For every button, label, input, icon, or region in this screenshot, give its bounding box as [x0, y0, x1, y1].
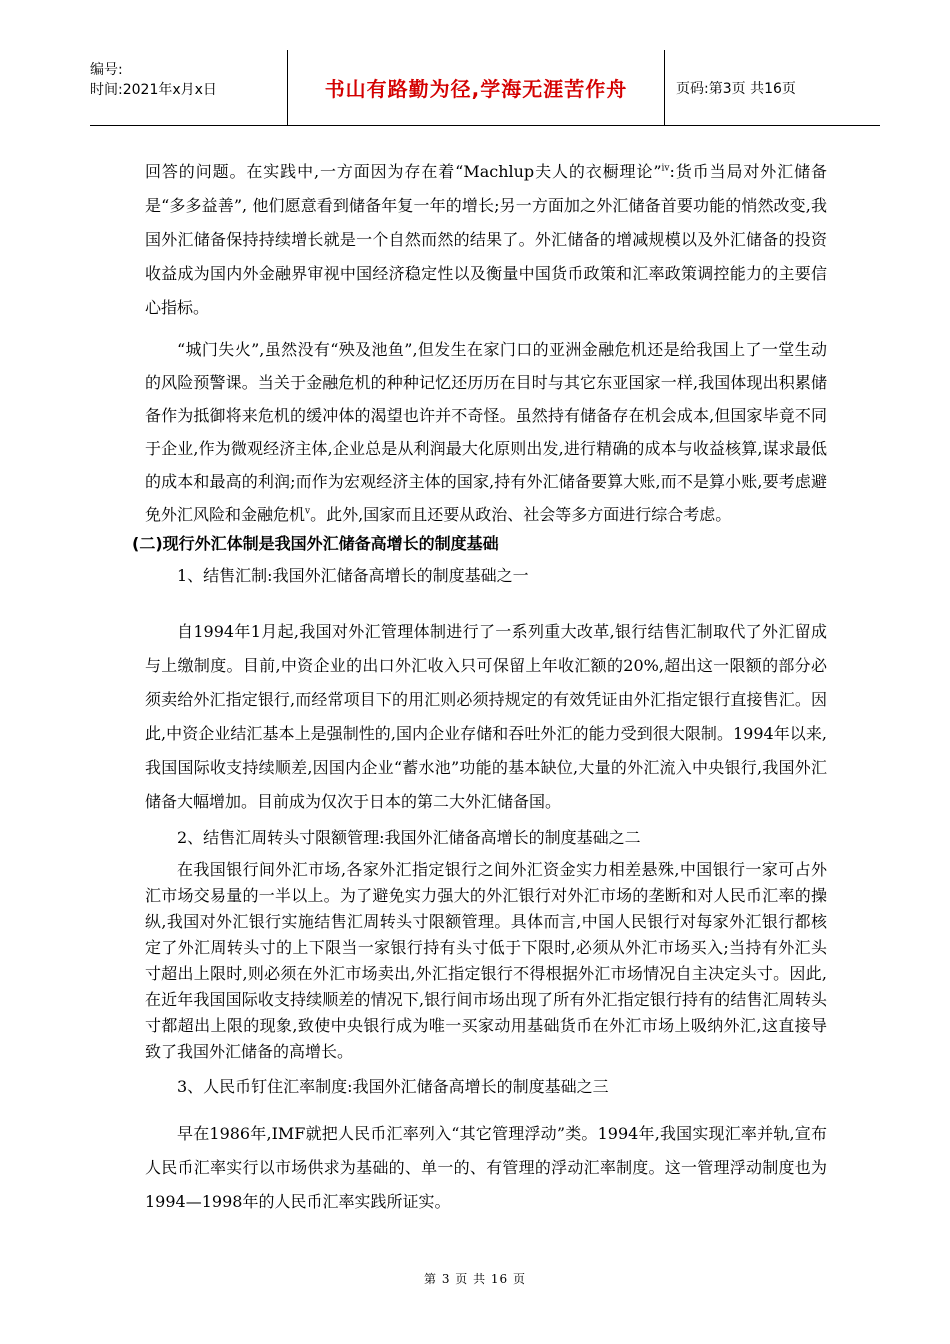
- subsection-heading-2: 2、结售汇周转头寸限额管理:我国外汇储备高增长的制度基础之二: [177, 828, 641, 847]
- paragraph-2: [145, 333, 827, 531]
- paragraph-1: [145, 155, 827, 325]
- paragraph-1-text-b: :货币当局对外汇储备是“多多益善”, 他们愿意看到储备年复一年的增长;另一方面加之外汇储备首要功能的悄然改变,我国外汇储备保持持续增长就是一个自然而然的结果了。外汇储备的增减规模以及外汇储备的投资收益成为国内外金融界审视中国经济稳定性以及衡量中国货币政策和汇率政策调控能力的主要信心指标。: [145, 162, 827, 317]
- header-meta: [90, 50, 288, 125]
- footnote-ref-v: v: [305, 506, 311, 517]
- paragraph-4: 在我国银行间外汇市场,各家外汇指定银行之间外汇资金实力相差悬殊,中国银行一家可占外汇市场交易量的一半以上。为了避免实力强大的外汇银行对外汇市场的垄断和对人民币汇率的操纵,我国对外汇银行实施结售汇周转头寸限额管理。具体而言,中国人民银行对每家外汇银行都核定了外汇周转头寸的上下限当一家银行持有头寸低于下限时,必须从外汇市场买入;当持有外汇头寸超出上限时,则必须在外汇市场卖出,外汇指定银行不得根据外汇市场情况自主决定头寸。因此,在近年我国国际收支持续顺差的情况下,银行间市场出现了所有外汇指定银行持有的结售汇周转头寸都超出上限的现象,致使中央银行成为唯一买家动用基础货币在外汇市场上吸纳外汇,这直接导致了我国外汇储备的高增长。: [145, 860, 827, 1061]
- header-page-info: 页码:第3页 共16页: [676, 80, 796, 97]
- paragraph-5: 早在1986年,IMF就把人民币汇率列入“其它管理浮动”类。1994年,我国实现汇率并轨,宣布人民币汇率实行以市场供求为基础的、单一的、有管理的浮动汇率制度。这一管理浮动制度也为1994—1998年的人民币汇率实践所证实。: [145, 1124, 827, 1211]
- paragraph-1-text-a: 回答的问题。在实践中,一方面因为存在着“Machlup夫人的衣橱理论”: [145, 162, 662, 181]
- paragraph-2-text-a: “城门失火”,虽然没有“殃及池鱼”,但发生在家门口的亚洲金融危机还是给我国上了一堂生动的风险预警课。当关于金融危机的种种记忆还历历在目时与其它东亚国家一样,我国体现出积累储备作为抵御将来危机的缓冲体的渴望也许并不奇怪。虽然持有储备存在机会成本,但国家毕竟不同于企业,作为微观经济主体,企业总是从利润最大化原则出发,进行精确的成本与收益核算,谋求最低的成本和最高的利润;而作为宏观经济主体的国家,持有外汇储备要算大账,而不是算小账,要考虑避免外汇风险和金融危机: [145, 340, 827, 524]
- date-label: 时间:2021年x月x日: [90, 82, 217, 98]
- footnote-ref-iv: iv: [661, 163, 670, 174]
- document-body: [132, 155, 827, 1219]
- paragraph-3: 自1994年1月起,我国对外汇管理体制进行了一系列重大改革,银行结售汇制取代了外汇留成与上缴制度。目前,中资企业的出口外汇收入只可保留上年收汇额的20%,超出这一限额的部分必须卖给外汇指定银行,而经常项目下的用汇则必须持规定的有效凭证由外汇指定银行直接售汇。因此,中资企业结汇基本上是强制性的,国内企业存储和吞吐外汇的能力受到很大限制。1994年以来,我国国际收支持续顺差,因国内企业“蓄水池”功能的基本缺位,大量的外汇流入中央银行,我国外汇储备大幅增加。目前成为仅次于日本的第二大外汇储备国。: [145, 622, 827, 811]
- subsection-heading-3: 3、人民币钉住汇率制度:我国外汇储备高增长的制度基础之三: [177, 1077, 609, 1096]
- page-header: [90, 50, 880, 126]
- section-heading: (二)现行外汇体制是我国外汇储备高增长的制度基础: [132, 534, 499, 553]
- number-label: 编号:: [90, 62, 123, 78]
- page-footer: 第 3 页 共 16 页: [424, 1272, 526, 1286]
- subsection-heading-1: 1、结售汇制:我国外汇储备高增长的制度基础之一: [177, 566, 529, 585]
- paragraph-2-text-b: 。此外,国家而且还要从政治、社会等多方面进行综合考虑。: [310, 505, 732, 524]
- header-motto: 书山有路勤为径,学海无涯苦作舟: [288, 50, 665, 125]
